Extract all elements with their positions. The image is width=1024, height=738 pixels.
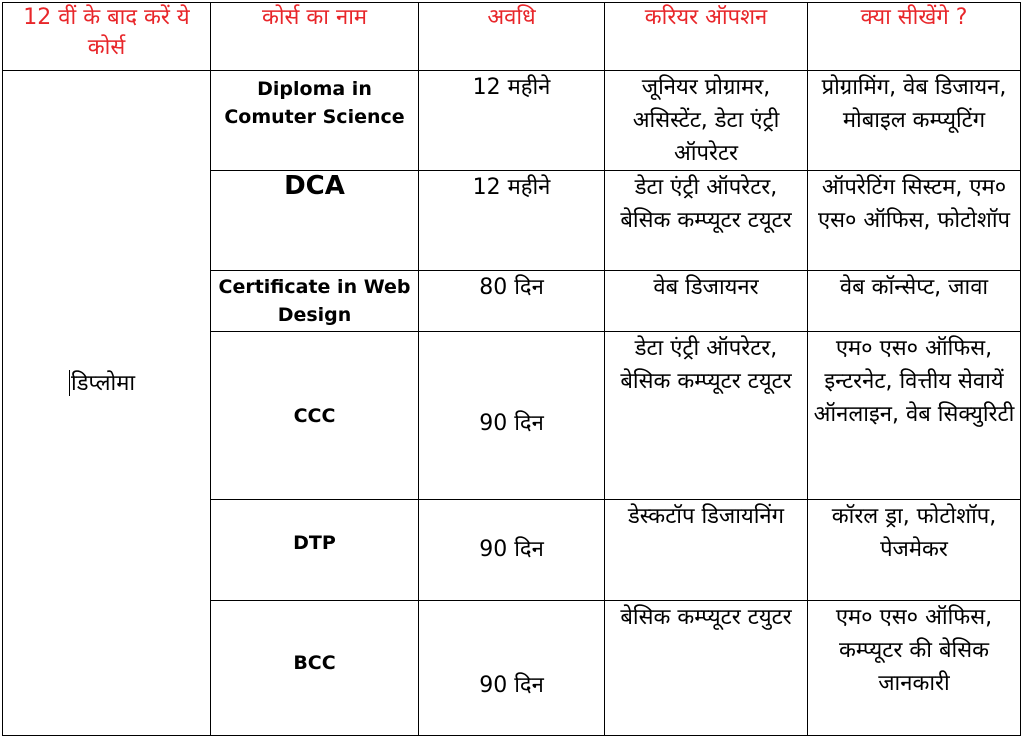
course-career: डेस्कटॉप डिजायनिंग [605, 499, 808, 600]
course-name: DTP [211, 499, 419, 600]
table-row [3, 71, 1021, 171]
course-career: वेब डिजायनर [605, 271, 808, 332]
group-cell [3, 71, 211, 736]
course-duration: 80 दिन [419, 271, 605, 332]
course-name: DCA [211, 171, 419, 271]
course-name: Certificate in Web Design [211, 271, 419, 332]
course-duration: 12 महीने [419, 71, 605, 171]
course-learn: एम० एस० ऑफिस, कम्प्यूटर की बेसिक जानकारी [808, 600, 1021, 735]
course-career: डेटा एंट्री ऑपरेटर, बेसिक कम्प्यूटर टयूटर [605, 332, 808, 499]
header-course-name: कोर्स का नाम [211, 3, 419, 71]
courses-table [2, 2, 1021, 736]
header-row [3, 3, 1021, 71]
header-duration: अवधि [419, 3, 605, 71]
text-cursor [69, 370, 70, 396]
course-duration: 90 दिन [419, 332, 605, 499]
course-learn: ऑपरेटिंग सिस्टम, एम० एस० ऑफिस, फोटोशॉप [808, 171, 1021, 271]
header-what-you-learn: क्या सीखेंगे ? [808, 3, 1021, 71]
course-name: BCC [211, 600, 419, 735]
course-career: जूनियर प्रोग्रामर, असिस्टेंट, डेटा एंट्री ऑपरेटर [605, 71, 808, 171]
course-duration: 90 दिन [419, 600, 605, 735]
course-duration: 12 महीने [419, 171, 605, 271]
group-label: डिप्लोमा [71, 371, 136, 397]
course-duration: 90 दिन [419, 499, 605, 600]
course-learn: कॉरल ड्रा, फोटोशॉप, पेजमेकर [808, 499, 1021, 600]
header-after-12th: 12 वीं के बाद करें ये कोर्स [3, 3, 211, 71]
header-career-options: करियर ऑपशन [605, 3, 808, 71]
course-name: CCC [211, 332, 419, 499]
course-career: बेसिक कम्प्यूटर टयुटर [605, 600, 808, 735]
course-learn: एम० एस० ऑफिस, इन्टरनेट, वित्तीय सेवायें ऑनलाइन, वेब सिक्युरिटी [808, 332, 1021, 499]
course-learn: वेब कॉन्सेप्ट, जावा [808, 271, 1021, 332]
course-learn: प्रोग्रामिंग, वेब डिजायन, मोबाइल कम्प्यूटिंग [808, 71, 1021, 171]
course-name: Diploma in Comuter Science [211, 71, 419, 171]
course-career: डेटा एंट्री ऑपरेटर, बेसिक कम्प्यूटर टयूटर [605, 171, 808, 271]
